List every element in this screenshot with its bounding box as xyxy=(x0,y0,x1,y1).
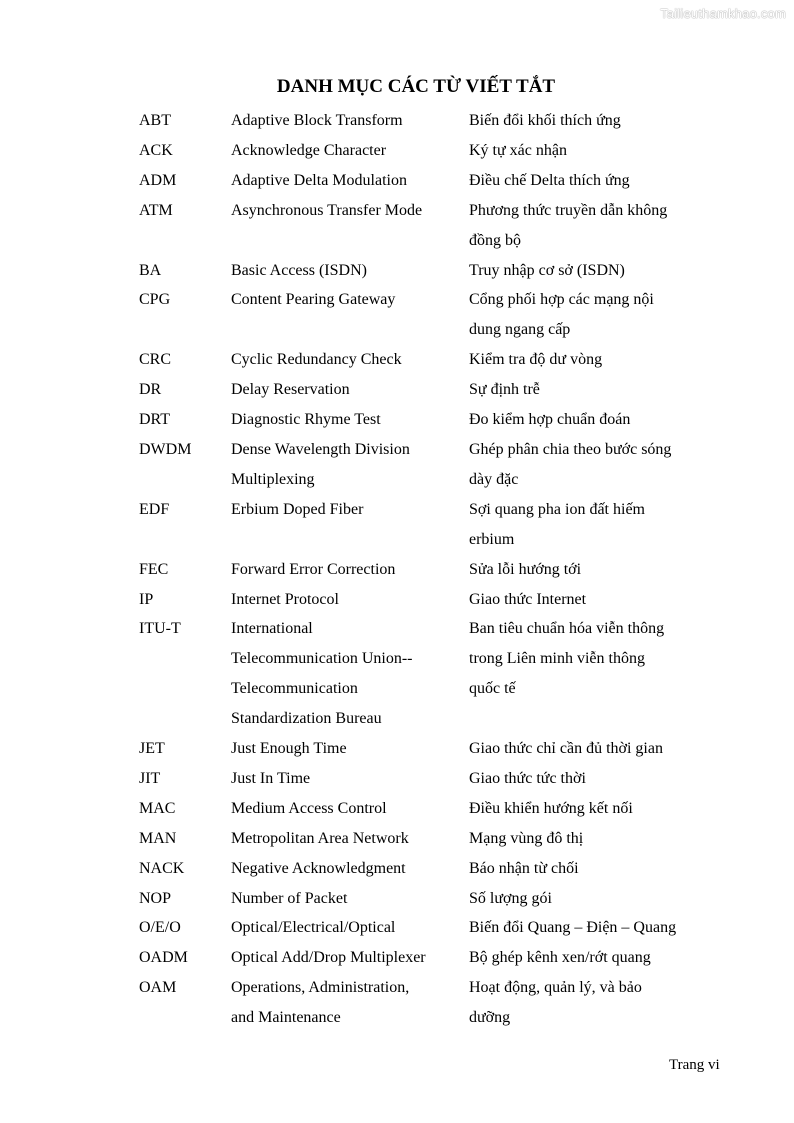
abbreviation-cell: CPG xyxy=(139,291,171,309)
english-term-cell: Erbium Doped Fiber xyxy=(231,500,364,518)
english-term-cell: Medium Access Control xyxy=(231,799,387,817)
english-term-cell: Asynchronous Transfer Mode xyxy=(231,201,423,219)
vietnamese-term-cell: Biến đổi khối thích ứng xyxy=(469,112,621,129)
abbreviation-table xyxy=(139,106,709,1033)
english-term-cell: Metropolitan Area Network xyxy=(231,829,409,847)
page-number: Trang vi xyxy=(669,1057,720,1073)
abbreviation-cell: O/E/O xyxy=(139,919,181,937)
vietnamese-term-cell: erbium xyxy=(469,530,515,548)
vietnamese-term-cell: Bộ ghép kênh xen/rớt quang xyxy=(469,949,651,967)
table-row xyxy=(139,166,709,196)
abbreviation-cell xyxy=(139,674,231,704)
english-term-cell: Operations, Administration, xyxy=(231,979,410,997)
abbreviation-cell xyxy=(139,315,231,345)
table-row xyxy=(139,525,709,555)
abbreviation-cell: ATM xyxy=(139,201,173,219)
english-term-cell xyxy=(231,525,469,555)
vietnamese-term-cell: Sửa lỗi hướng tới xyxy=(469,560,582,578)
abbreviation-cell: IP xyxy=(139,590,154,608)
english-term-cell: Just Enough Time xyxy=(231,740,347,758)
table-row xyxy=(139,555,709,585)
vietnamese-term-cell: Ký tự xác nhận xyxy=(469,141,567,159)
table-row xyxy=(139,136,709,166)
english-term-cell: Telecommunication Union-- xyxy=(231,650,413,668)
abbreviation-cell: DRT xyxy=(139,411,171,429)
vietnamese-term-cell: Biến đổi Quang – Điện – Quang xyxy=(469,919,677,937)
english-term-cell: Optical Add/Drop Multiplexer xyxy=(231,949,426,967)
vietnamese-term-cell: Kiểm tra độ dư vòng xyxy=(469,351,603,369)
vietnamese-term-cell: Đo kiểm hợp chuẩn đoán xyxy=(469,411,631,429)
english-term-cell: Acknowledge Character xyxy=(231,141,387,159)
vietnamese-term-cell: quốc tế xyxy=(469,680,516,698)
abbreviation-cell: NOP xyxy=(139,889,172,907)
table-row xyxy=(139,405,709,435)
vietnamese-term-cell: Số lượng gói xyxy=(469,889,552,907)
vietnamese-term-cell: Sợi quang pha ion đất hiếm xyxy=(469,500,645,518)
abbreviation-cell: ITU-T xyxy=(139,620,181,638)
vietnamese-term-cell: đồng bộ xyxy=(469,231,521,249)
english-term-cell: Forward Error Correction xyxy=(231,560,396,578)
abbreviation-cell: JET xyxy=(139,740,165,758)
abbreviation-cell: DR xyxy=(139,381,162,399)
vietnamese-term-cell: Giao thức Internet xyxy=(469,590,587,608)
english-term-cell: Delay Reservation xyxy=(231,381,350,399)
table-row xyxy=(139,734,709,764)
table-row xyxy=(139,465,709,495)
abbreviation-cell: ADM xyxy=(139,171,177,189)
vietnamese-term-cell: Ghép phân chia theo bước sóng xyxy=(469,440,672,458)
abbreviation-cell: OAM xyxy=(139,979,177,997)
abbreviation-cell: NACK xyxy=(139,859,185,877)
english-term-cell: Internet Protocol xyxy=(231,590,339,608)
table-row xyxy=(139,913,709,943)
table-row xyxy=(139,315,709,345)
abbreviation-cell: BA xyxy=(139,261,162,279)
english-term-cell: Adaptive Delta Modulation xyxy=(231,171,407,189)
table-row xyxy=(139,256,709,286)
english-term-cell: Telecommunication xyxy=(231,680,358,698)
table-row xyxy=(139,495,709,525)
abbreviation-cell: ABT xyxy=(139,112,171,129)
vietnamese-term-cell: Báo nhận từ chối xyxy=(469,859,579,877)
watermark-logo: Tailieuthamkhao.com xyxy=(660,6,786,21)
vietnamese-term-cell: Mạng vùng đô thị xyxy=(469,829,584,847)
table-row xyxy=(139,704,709,734)
vietnamese-term-cell: Truy nhập cơ sở (ISDN) xyxy=(469,261,625,279)
abbreviation-cell: JIT xyxy=(139,769,161,787)
abbreviation-cell: MAC xyxy=(139,799,176,817)
english-term-cell: Content Pearing Gateway xyxy=(231,291,396,309)
abbreviation-cell xyxy=(139,644,231,674)
english-term-cell xyxy=(231,226,469,256)
table-row xyxy=(139,285,709,315)
vietnamese-term-cell: Giao thức tức thời xyxy=(469,769,586,787)
english-term-cell: Negative Acknowledgment xyxy=(231,859,406,877)
table-row xyxy=(139,106,709,136)
table-row xyxy=(139,585,709,615)
english-term-cell: Basic Access (ISDN) xyxy=(231,261,367,279)
vietnamese-term-cell: dưỡng xyxy=(469,1009,511,1027)
vietnamese-term-cell: dung ngang cấp xyxy=(469,321,571,339)
abbreviation-cell: DWDM xyxy=(139,440,192,458)
abbreviation-cell: MAN xyxy=(139,829,177,847)
english-term-cell: Just In Time xyxy=(231,769,311,787)
english-term-cell: Cyclic Redundancy Check xyxy=(231,351,402,369)
table-row xyxy=(139,375,709,405)
abbreviation-cell: OADM xyxy=(139,949,188,967)
vietnamese-term-cell: Ban tiêu chuẩn hóa viễn thông xyxy=(469,620,665,638)
table-row xyxy=(139,884,709,914)
table-row xyxy=(139,226,709,256)
abbreviation-cell: FEC xyxy=(139,560,169,578)
english-term-cell: Diagnostic Rhyme Test xyxy=(231,411,381,429)
abbreviation-cell xyxy=(139,226,231,256)
vietnamese-term-cell: Hoạt động, quản lý, và bảo xyxy=(469,979,642,997)
vietnamese-term-cell: Điều chế Delta thích ứng xyxy=(469,171,630,189)
vietnamese-term-cell: Sự định trễ xyxy=(469,381,540,399)
vietnamese-term-cell: dày đặc xyxy=(469,470,519,488)
table-row xyxy=(139,1003,709,1033)
table-row xyxy=(139,644,709,674)
vietnamese-term-cell: trong Liên minh viễn thông xyxy=(469,650,645,668)
english-term-cell: Dense Wavelength Division xyxy=(231,440,410,458)
table-row xyxy=(139,824,709,854)
table-row xyxy=(139,196,709,226)
abbreviation-cell xyxy=(139,465,231,495)
english-term-cell: Multiplexing xyxy=(231,470,315,488)
abbreviation-cell: EDF xyxy=(139,500,170,518)
vietnamese-term-cell: Cổng phối hợp các mạng nội xyxy=(469,291,654,309)
table-row xyxy=(139,764,709,794)
page-title: DANH MỤC CÁC TỪ VIẾT TẮT xyxy=(276,76,556,97)
abbreviation-cell xyxy=(139,525,231,555)
abbreviation-cell xyxy=(139,1003,231,1033)
table-row xyxy=(139,345,709,375)
table-row xyxy=(139,614,709,644)
english-term-cell: Optical/Electrical/Optical xyxy=(231,919,396,937)
abbreviation-cell: CRC xyxy=(139,351,172,369)
table-row xyxy=(139,854,709,884)
table-row xyxy=(139,943,709,973)
table-row xyxy=(139,674,709,704)
english-term-cell: and Maintenance xyxy=(231,1009,341,1027)
vietnamese-term-cell: Điều khiển hướng kết nối xyxy=(469,799,633,817)
english-term-cell: International xyxy=(231,620,313,638)
english-term-cell: Adaptive Block Transform xyxy=(231,112,403,129)
vietnamese-term-cell: Phương thức truyền dẫn không xyxy=(469,201,668,219)
vietnamese-term-cell xyxy=(469,704,709,734)
english-term-cell: Standardization Bureau xyxy=(231,710,382,728)
table-row xyxy=(139,973,709,1003)
abbreviation-cell xyxy=(139,704,231,734)
abbreviation-cell: ACK xyxy=(139,141,173,159)
english-term-cell: Number of Packet xyxy=(231,889,348,907)
table-row xyxy=(139,435,709,465)
vietnamese-term-cell: Giao thức chỉ cần đủ thời gian xyxy=(469,740,663,758)
table-row xyxy=(139,794,709,824)
english-term-cell xyxy=(231,315,469,345)
